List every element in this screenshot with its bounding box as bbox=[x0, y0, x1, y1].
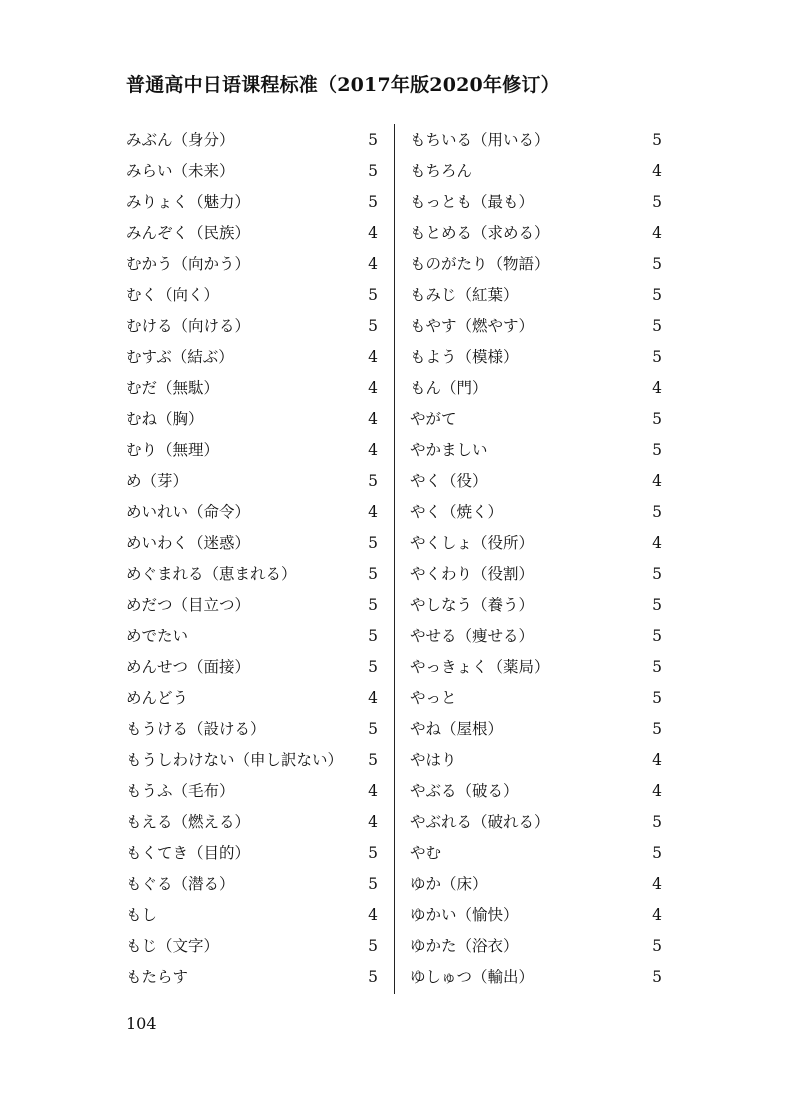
vocabulary-word: もくてき（目的） bbox=[126, 844, 251, 862]
vocabulary-word: もちいる（用いる） bbox=[410, 131, 550, 149]
vocabulary-row bbox=[126, 807, 378, 838]
vocabulary-word: めいわく（迷惑） bbox=[126, 534, 251, 552]
vocabulary-level: 5 bbox=[368, 534, 378, 552]
vocabulary-word: もうふ（毛布） bbox=[126, 782, 235, 800]
vocabulary-level: 5 bbox=[652, 317, 662, 335]
vocabulary-word: みりょく（魅力） bbox=[126, 193, 251, 211]
vocabulary-row bbox=[126, 249, 378, 280]
vocabulary-level: 5 bbox=[652, 658, 662, 676]
vocabulary-row bbox=[410, 590, 662, 621]
vocabulary-row bbox=[410, 962, 662, 993]
vocabulary-level: 5 bbox=[652, 813, 662, 831]
vocabulary-word: めでたい bbox=[126, 627, 189, 645]
vocabulary-row bbox=[126, 404, 378, 435]
vocabulary-row bbox=[410, 373, 662, 404]
vocabulary-level: 5 bbox=[368, 937, 378, 955]
vocabulary-word: やくしょ（役所） bbox=[410, 534, 535, 552]
vocabulary-row bbox=[410, 156, 662, 187]
vocabulary-word: ものがたり（物語） bbox=[410, 255, 550, 273]
vocabulary-word: やがて bbox=[410, 410, 457, 428]
vocabulary-level: 5 bbox=[652, 844, 662, 862]
vocabulary-level: 4 bbox=[368, 689, 378, 707]
vocabulary-word: ゆしゅつ（輸出） bbox=[410, 968, 535, 986]
vocabulary-word: やく（焼く） bbox=[410, 503, 504, 521]
vocabulary-row bbox=[126, 528, 378, 559]
vocabulary-word: めんどう bbox=[126, 689, 189, 707]
vocabulary-word: もえる（燃える） bbox=[126, 813, 251, 831]
vocabulary-row bbox=[126, 311, 378, 342]
vocabulary-word: もっとも（最も） bbox=[410, 193, 535, 211]
vocabulary-level: 4 bbox=[368, 813, 378, 831]
vocabulary-word: やっきょく（薬局） bbox=[410, 658, 550, 676]
vocabulary-level: 5 bbox=[368, 286, 378, 304]
vocabulary-level: 5 bbox=[368, 162, 378, 180]
vocabulary-level: 4 bbox=[368, 441, 378, 459]
vocabulary-row bbox=[126, 156, 378, 187]
vocabulary-level: 5 bbox=[368, 720, 378, 738]
vocabulary-word: やぶれる（破れる） bbox=[410, 813, 550, 831]
vocabulary-level: 5 bbox=[368, 131, 378, 149]
vocabulary-row bbox=[410, 342, 662, 373]
vocabulary-row bbox=[410, 683, 662, 714]
vocabulary-word: やくわり（役割） bbox=[410, 565, 535, 583]
vocabulary-row bbox=[126, 621, 378, 652]
vocabulary-word: みぶん（身分） bbox=[126, 131, 235, 149]
vocabulary-level: 4 bbox=[652, 224, 662, 242]
vocabulary-row bbox=[410, 435, 662, 466]
vocabulary-row bbox=[126, 900, 378, 931]
vocabulary-row bbox=[410, 528, 662, 559]
vocabulary-word: みんぞく（民族） bbox=[126, 224, 251, 242]
vocabulary-word: もうしわけない（申し訳ない） bbox=[126, 751, 344, 769]
vocabulary-level: 5 bbox=[652, 689, 662, 707]
vocabulary-level: 5 bbox=[368, 627, 378, 645]
vocabulary-row bbox=[126, 652, 378, 683]
vocabulary-column-right bbox=[410, 125, 662, 993]
vocabulary-row bbox=[410, 311, 662, 342]
vocabulary-row bbox=[126, 466, 378, 497]
vocabulary-row bbox=[126, 962, 378, 993]
vocabulary-level: 4 bbox=[652, 162, 662, 180]
vocabulary-row bbox=[410, 776, 662, 807]
vocabulary-word: めだつ（目立つ） bbox=[126, 596, 251, 614]
vocabulary-row bbox=[126, 559, 378, 590]
vocabulary-row bbox=[126, 125, 378, 156]
vocabulary-row bbox=[410, 900, 662, 931]
vocabulary-level: 5 bbox=[652, 441, 662, 459]
vocabulary-word: めぐまれる（恵まれる） bbox=[126, 565, 297, 583]
vocabulary-word: むく（向く） bbox=[126, 286, 220, 304]
vocabulary-level: 5 bbox=[652, 968, 662, 986]
vocabulary-word: むり（無理） bbox=[126, 441, 220, 459]
vocabulary-word: もみじ（紅葉） bbox=[410, 286, 519, 304]
vocabulary-word: もうける（設ける） bbox=[126, 720, 266, 738]
page-number: 104 bbox=[126, 1014, 157, 1033]
vocabulary-word: もぐる（潜る） bbox=[126, 875, 235, 893]
vocabulary-row bbox=[410, 125, 662, 156]
vocabulary-level: 5 bbox=[652, 255, 662, 273]
vocabulary-word: むすぶ（結ぶ） bbox=[126, 348, 234, 366]
vocabulary-word: やね（屋根） bbox=[410, 720, 504, 738]
vocabulary-row bbox=[410, 466, 662, 497]
vocabulary-level: 5 bbox=[652, 131, 662, 149]
vocabulary-row bbox=[410, 559, 662, 590]
vocabulary-level: 5 bbox=[652, 720, 662, 738]
vocabulary-row bbox=[126, 869, 378, 900]
vocabulary-word: ゆか（床） bbox=[410, 875, 488, 893]
vocabulary-row bbox=[126, 590, 378, 621]
vocabulary-row bbox=[126, 280, 378, 311]
vocabulary-word: むね（胸） bbox=[126, 410, 204, 428]
vocabulary-level: 5 bbox=[368, 565, 378, 583]
vocabulary-level: 5 bbox=[368, 596, 378, 614]
vocabulary-row bbox=[410, 249, 662, 280]
vocabulary-level: 5 bbox=[652, 410, 662, 428]
vocabulary-row bbox=[410, 745, 662, 776]
vocabulary-word: ゆかい（愉快） bbox=[410, 906, 519, 924]
vocabulary-level: 4 bbox=[652, 875, 662, 893]
vocabulary-level: 5 bbox=[652, 565, 662, 583]
vocabulary-level: 4 bbox=[652, 782, 662, 800]
vocabulary-level: 4 bbox=[368, 782, 378, 800]
vocabulary-level: 4 bbox=[368, 255, 378, 273]
vocabulary-row bbox=[410, 714, 662, 745]
vocabulary-row bbox=[410, 621, 662, 652]
column-divider bbox=[394, 124, 395, 994]
vocabulary-word: やく（役） bbox=[410, 472, 488, 490]
vocabulary-row bbox=[126, 497, 378, 528]
vocabulary-word: もし bbox=[126, 906, 158, 924]
vocabulary-level: 4 bbox=[368, 410, 378, 428]
vocabulary-level: 5 bbox=[652, 627, 662, 645]
vocabulary-word: めんせつ（面接） bbox=[126, 658, 251, 676]
vocabulary-level: 4 bbox=[652, 534, 662, 552]
vocabulary-word: むだ（無駄） bbox=[126, 379, 220, 397]
vocabulary-word: もじ（文字） bbox=[126, 937, 220, 955]
vocabulary-row bbox=[410, 807, 662, 838]
vocabulary-level: 4 bbox=[368, 348, 378, 366]
vocabulary-level: 5 bbox=[368, 193, 378, 211]
vocabulary-level: 4 bbox=[652, 379, 662, 397]
vocabulary-row bbox=[410, 404, 662, 435]
vocabulary-word: やっと bbox=[410, 689, 457, 707]
vocabulary-level: 4 bbox=[652, 906, 662, 924]
vocabulary-word: やしなう（養う） bbox=[410, 596, 535, 614]
vocabulary-level: 5 bbox=[652, 348, 662, 366]
vocabulary-word: やはり bbox=[410, 751, 457, 769]
vocabulary-level: 4 bbox=[368, 379, 378, 397]
vocabulary-word: もたらす bbox=[126, 968, 189, 986]
vocabulary-row bbox=[410, 187, 662, 218]
vocabulary-row bbox=[126, 745, 378, 776]
vocabulary-word: もん（門） bbox=[410, 379, 488, 397]
vocabulary-level: 5 bbox=[368, 844, 378, 862]
vocabulary-word: もちろん bbox=[410, 162, 473, 180]
vocabulary-level: 5 bbox=[368, 968, 378, 986]
vocabulary-word: もとめる（求める） bbox=[410, 224, 550, 242]
vocabulary-row bbox=[126, 776, 378, 807]
vocabulary-word: むかう（向かう） bbox=[126, 255, 251, 273]
vocabulary-level: 4 bbox=[368, 503, 378, 521]
vocabulary-row bbox=[410, 497, 662, 528]
vocabulary-word: め（芽） bbox=[126, 472, 189, 490]
vocabulary-row bbox=[126, 373, 378, 404]
vocabulary-word: ゆかた（浴衣） bbox=[410, 937, 519, 955]
vocabulary-row bbox=[410, 218, 662, 249]
vocabulary-word: やぶる（破る） bbox=[410, 782, 519, 800]
vocabulary-level: 4 bbox=[368, 224, 378, 242]
vocabulary-word: もやす（燃やす） bbox=[410, 317, 535, 335]
vocabulary-row bbox=[126, 218, 378, 249]
vocabulary-level: 4 bbox=[652, 751, 662, 769]
vocabulary-row bbox=[410, 869, 662, 900]
vocabulary-level: 5 bbox=[368, 472, 378, 490]
vocabulary-level: 5 bbox=[652, 503, 662, 521]
vocabulary-level: 4 bbox=[368, 906, 378, 924]
vocabulary-word: やせる（痩せる） bbox=[410, 627, 535, 645]
vocabulary-word: むける（向ける） bbox=[126, 317, 251, 335]
vocabulary-level: 5 bbox=[652, 937, 662, 955]
vocabulary-row bbox=[410, 652, 662, 683]
vocabulary-level: 5 bbox=[368, 658, 378, 676]
vocabulary-row bbox=[126, 187, 378, 218]
vocabulary-row bbox=[410, 280, 662, 311]
vocabulary-level: 4 bbox=[652, 472, 662, 490]
vocabulary-row bbox=[126, 435, 378, 466]
vocabulary-row bbox=[126, 838, 378, 869]
vocabulary-word: もよう（模様） bbox=[410, 348, 519, 366]
vocabulary-row bbox=[410, 931, 662, 962]
vocabulary-word: やむ bbox=[410, 844, 442, 862]
vocabulary-level: 5 bbox=[368, 751, 378, 769]
vocabulary-row bbox=[126, 683, 378, 714]
vocabulary-level: 5 bbox=[652, 596, 662, 614]
vocabulary-column-left bbox=[126, 125, 378, 993]
page-title: 普通高中日语课程标准（2017年版2020年修订） bbox=[126, 74, 560, 96]
vocabulary-row bbox=[126, 714, 378, 745]
vocabulary-level: 5 bbox=[652, 193, 662, 211]
vocabulary-word: やかましい bbox=[410, 441, 488, 459]
vocabulary-level: 5 bbox=[652, 286, 662, 304]
vocabulary-level: 5 bbox=[368, 317, 378, 335]
vocabulary-row bbox=[126, 342, 378, 373]
vocabulary-word: みらい（未来） bbox=[126, 162, 235, 180]
vocabulary-row bbox=[410, 838, 662, 869]
vocabulary-level: 5 bbox=[368, 875, 378, 893]
vocabulary-row bbox=[126, 931, 378, 962]
vocabulary-word: めいれい（命令） bbox=[126, 503, 251, 521]
